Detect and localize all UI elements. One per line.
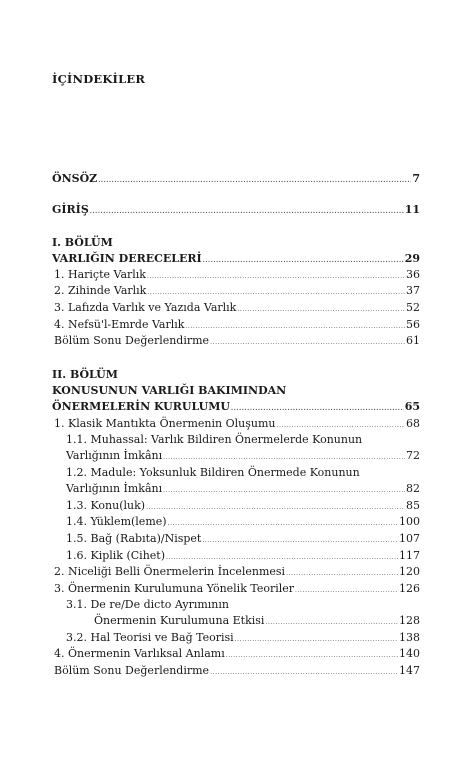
dot-leader — [98, 177, 411, 184]
dot-leader — [210, 669, 398, 676]
toc-entry-b2-2[interactable] — [54, 565, 420, 578]
dot-leader — [226, 652, 398, 659]
dot-leader — [265, 619, 398, 626]
toc-page-number: 29 — [404, 252, 420, 265]
dot-leader — [231, 405, 404, 412]
toc-label: Önermenin Kurulumuna Etkisi — [94, 614, 265, 627]
toc-page-number: 82 — [406, 482, 420, 495]
toc-page-number: 11 — [404, 203, 420, 216]
toc-label: 1.6. Kiplik (Cihet) — [66, 549, 165, 562]
toc-entry-b2-3-1-line1: 3.1. De re/De dicto Ayrımının — [66, 598, 229, 611]
section-heading-bolum2: II. BÖLÜM — [52, 368, 118, 381]
toc-entry-b2-1-3[interactable] — [66, 499, 420, 512]
section-heading-bolum1: I. BÖLÜM — [52, 236, 113, 249]
toc-entry-b2-1-4[interactable] — [66, 515, 420, 528]
toc-label: 4. Nefsü'l-Emrde Varlık — [54, 318, 185, 331]
toc-page-number: 138 — [399, 631, 420, 644]
dot-leader — [203, 257, 404, 264]
toc-entry-onsoz[interactable] — [52, 172, 420, 185]
toc-label: VARLIĞIN DERECELERİ — [52, 252, 202, 265]
toc-entry-b2-1-2[interactable] — [66, 482, 420, 495]
toc-label: ÖNERMELERİN KURULUMU — [52, 400, 231, 413]
dot-leader — [166, 554, 398, 561]
dot-leader — [286, 570, 398, 577]
toc-label: Varlığının İmkânı — [66, 482, 163, 495]
toc-page-number: 72 — [406, 449, 420, 462]
toc-entry-bolum1[interactable] — [52, 252, 420, 265]
toc-label: 1.4. Yüklem(leme) — [66, 515, 167, 528]
toc-page-number: 52 — [406, 301, 420, 314]
toc-page-number: 36 — [406, 268, 420, 281]
toc-label: 1.3. Konu(luk) — [66, 499, 146, 512]
toc-label: 4. Önermenin Varlıksal Anlamı — [54, 647, 225, 660]
dot-leader — [276, 422, 405, 429]
toc-entry-b2-1-1-line1: 1.1. Muhassal: Varlık Bildiren Önermelerde Konunun — [66, 433, 363, 446]
toc-entry-b1-3[interactable] — [54, 301, 420, 314]
dot-leader — [147, 273, 405, 280]
toc-entry-giris[interactable] — [52, 203, 420, 216]
toc-label: 2. Niceliği Belli Önermelerin İncelenmesi — [54, 565, 286, 578]
section-title-bolum2-line1: KONUSUNUN VARLIĞI BAKIMINDAN — [52, 384, 287, 397]
toc-entry-bolum2[interactable] — [52, 400, 420, 413]
dot-leader — [168, 520, 398, 527]
dot-leader — [163, 487, 405, 494]
toc-page-number: 117 — [399, 549, 420, 562]
toc-label: Bölüm Sonu Değerlendirme — [54, 664, 210, 677]
toc-entry-b1-1[interactable] — [54, 268, 420, 281]
toc-page-number: 120 — [399, 565, 420, 578]
toc-page-number: 61 — [406, 334, 420, 347]
dot-leader — [146, 504, 405, 511]
toc-entry-b2-1-1[interactable] — [66, 449, 420, 462]
toc-entry-b1-2[interactable] — [54, 284, 420, 297]
toc-entry-b2-3[interactable] — [54, 582, 420, 595]
dot-leader — [295, 587, 398, 594]
toc-label: ÖNSÖZ — [52, 172, 98, 185]
page-title: İÇİNDEKİLER — [52, 72, 146, 86]
toc-page-number: 126 — [399, 582, 420, 595]
toc-page-number: 128 — [399, 614, 420, 627]
toc-label: 3. Önermenin Kurulumuna Yönelik Teoriler — [54, 582, 295, 595]
dot-leader — [235, 636, 398, 643]
toc-page-number: 56 — [406, 318, 420, 331]
toc-entry-b2-1-2-line1: 1.2. Madule: Yoksunluk Bildiren Önermede Konunun — [66, 466, 360, 479]
dot-leader — [202, 537, 398, 544]
toc-label: Bölüm Sonu Değerlendirme — [54, 334, 210, 347]
toc-entry-b1-4[interactable] — [54, 318, 420, 331]
toc-page-number: 37 — [406, 284, 420, 297]
toc-entry-b2-1-5[interactable] — [66, 532, 420, 545]
dot-leader — [210, 339, 405, 346]
toc-label: 1.5. Bağ (Rabıta)/Nispet — [66, 532, 202, 545]
toc-entry-b2-3-2[interactable] — [66, 631, 420, 644]
toc-entry-b1-5[interactable] — [54, 334, 420, 347]
toc-page-number: 7 — [412, 172, 420, 185]
dot-leader — [163, 454, 405, 461]
toc-page-number: 68 — [406, 417, 420, 430]
toc-entry-b2-4[interactable] — [54, 647, 420, 660]
dot-leader — [185, 323, 405, 330]
toc-page-number: 147 — [399, 664, 420, 677]
toc-label: GİRİŞ — [52, 203, 89, 216]
toc-entry-b2-1-6[interactable] — [66, 549, 420, 562]
toc-page-number: 140 — [399, 647, 420, 660]
toc-label: 3. Lafızda Varlık ve Yazıda Varlık — [54, 301, 237, 314]
toc-label: 1. Klasik Mantıkta Önermenin Oluşumu — [54, 417, 276, 430]
toc-page-number: 107 — [399, 532, 420, 545]
dot-leader — [147, 289, 405, 296]
dot-leader — [90, 208, 404, 215]
toc-label: 3.2. Hal Teorisi ve Bağ Teorisi — [66, 631, 234, 644]
toc-entry-b2-1[interactable] — [54, 417, 420, 430]
toc-page-number: 85 — [406, 499, 420, 512]
toc-page-number: 65 — [404, 400, 420, 413]
toc-entry-b2-3-1[interactable] — [94, 614, 420, 627]
toc-label: Varlığının İmkânı — [66, 449, 163, 462]
toc-label: 2. Zihinde Varlık — [54, 284, 147, 297]
toc-page-number: 100 — [399, 515, 420, 528]
toc-label: 1. Hariçte Varlık — [54, 268, 146, 281]
toc-entry-b2-5[interactable] — [54, 664, 420, 677]
dot-leader — [237, 306, 405, 313]
